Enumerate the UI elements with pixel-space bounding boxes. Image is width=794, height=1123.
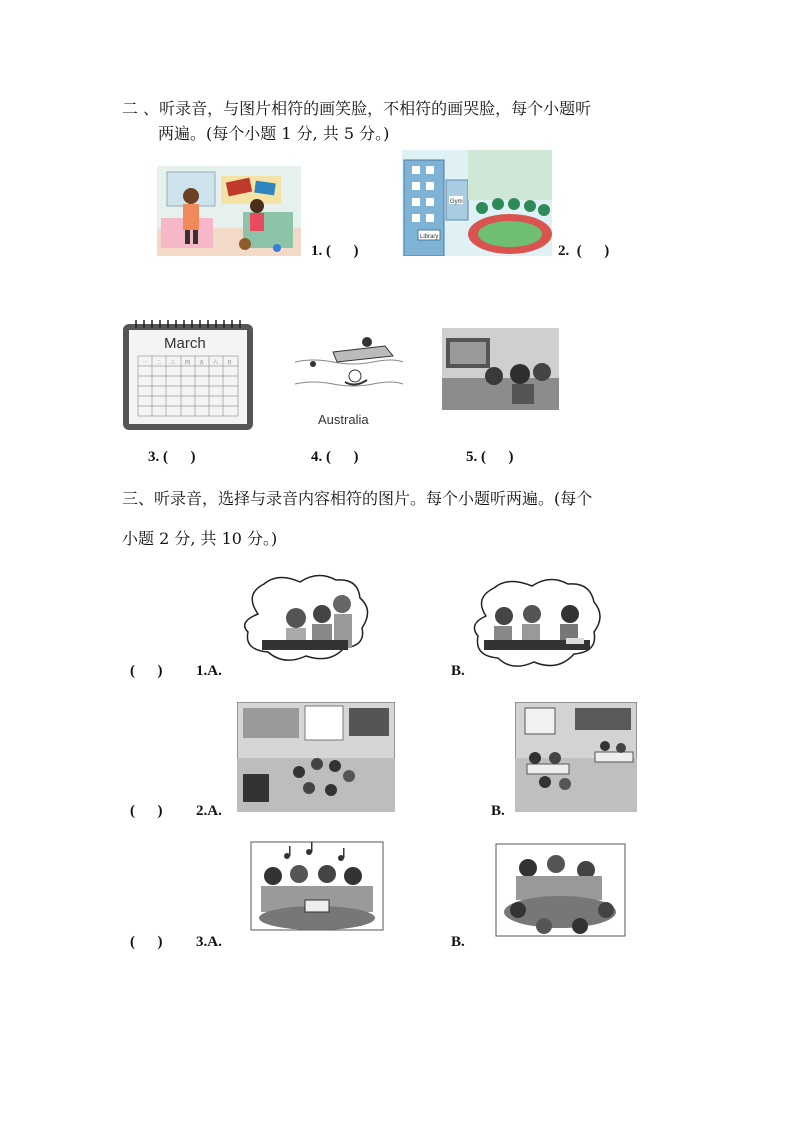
picture-watching-tv xyxy=(442,328,559,410)
row1-option-b: B. xyxy=(451,663,465,679)
picture-school-playground xyxy=(402,150,552,256)
item-3-answer[interactable]: 3. ( ) xyxy=(148,449,196,465)
picture-3b-dinner-table xyxy=(488,842,633,942)
calendar-month: March xyxy=(164,335,206,352)
item-1-answer[interactable]: 1. ( ) xyxy=(311,243,359,259)
sign-library: Library xyxy=(420,234,439,240)
row2-option-b: B. xyxy=(491,803,505,819)
calendar-weekday: 一 xyxy=(142,360,148,366)
section3-heading-line2: 小题 2 分, 共 10 分。) xyxy=(122,529,278,548)
calendar-weekday: 日 xyxy=(227,360,233,366)
row3-option-b: B. xyxy=(451,934,465,950)
picture-bedroom-scene xyxy=(157,166,301,256)
picture-2b-classroom-tables xyxy=(515,702,637,812)
item-4-answer[interactable]: 4. ( ) xyxy=(311,449,359,465)
calendar-weekday: 六 xyxy=(213,360,219,366)
calendar-weekday: 四 xyxy=(185,360,191,366)
picture-1b-classroom-cloud xyxy=(470,576,604,674)
row1-option-a: 1.A. xyxy=(196,663,222,679)
row2-prefix[interactable]: ( ) xyxy=(130,803,163,819)
sign-gym: Gym xyxy=(450,199,463,205)
australia-caption: Australia xyxy=(318,412,369,427)
calendar-weekday: 三 xyxy=(170,360,176,366)
item-2-answer[interactable]: 2. ( ) xyxy=(558,243,610,259)
picture-swimming-australia xyxy=(293,322,405,432)
calendar-weekday: 五 xyxy=(199,360,205,366)
row3-prefix[interactable]: ( ) xyxy=(130,934,163,950)
picture-calendar xyxy=(122,318,254,431)
item-5-answer[interactable]: 5. ( ) xyxy=(466,449,514,465)
picture-1a-classroom-cloud xyxy=(238,574,372,668)
row3-option-a: 3.A. xyxy=(196,934,222,950)
picture-2a-classroom-circle xyxy=(237,702,395,812)
section2-heading-line2: 两遍。(每个小题 1 分, 共 5 分。) xyxy=(158,124,390,143)
picture-3a-birthday-party xyxy=(243,834,391,938)
row1-prefix[interactable]: ( ) xyxy=(130,663,163,679)
calendar-weekday: 二 xyxy=(156,360,162,366)
row2-option-a: 2.A. xyxy=(196,803,222,819)
section3-heading-line1: 三、听录音，选择与录音内容相符的图片。每个小题听两遍。(每个 xyxy=(122,489,593,508)
section2-heading-line1: 二 、听录音，与图片相符的画笑脸，不相符的画哭脸，每个小题听 xyxy=(122,99,592,118)
